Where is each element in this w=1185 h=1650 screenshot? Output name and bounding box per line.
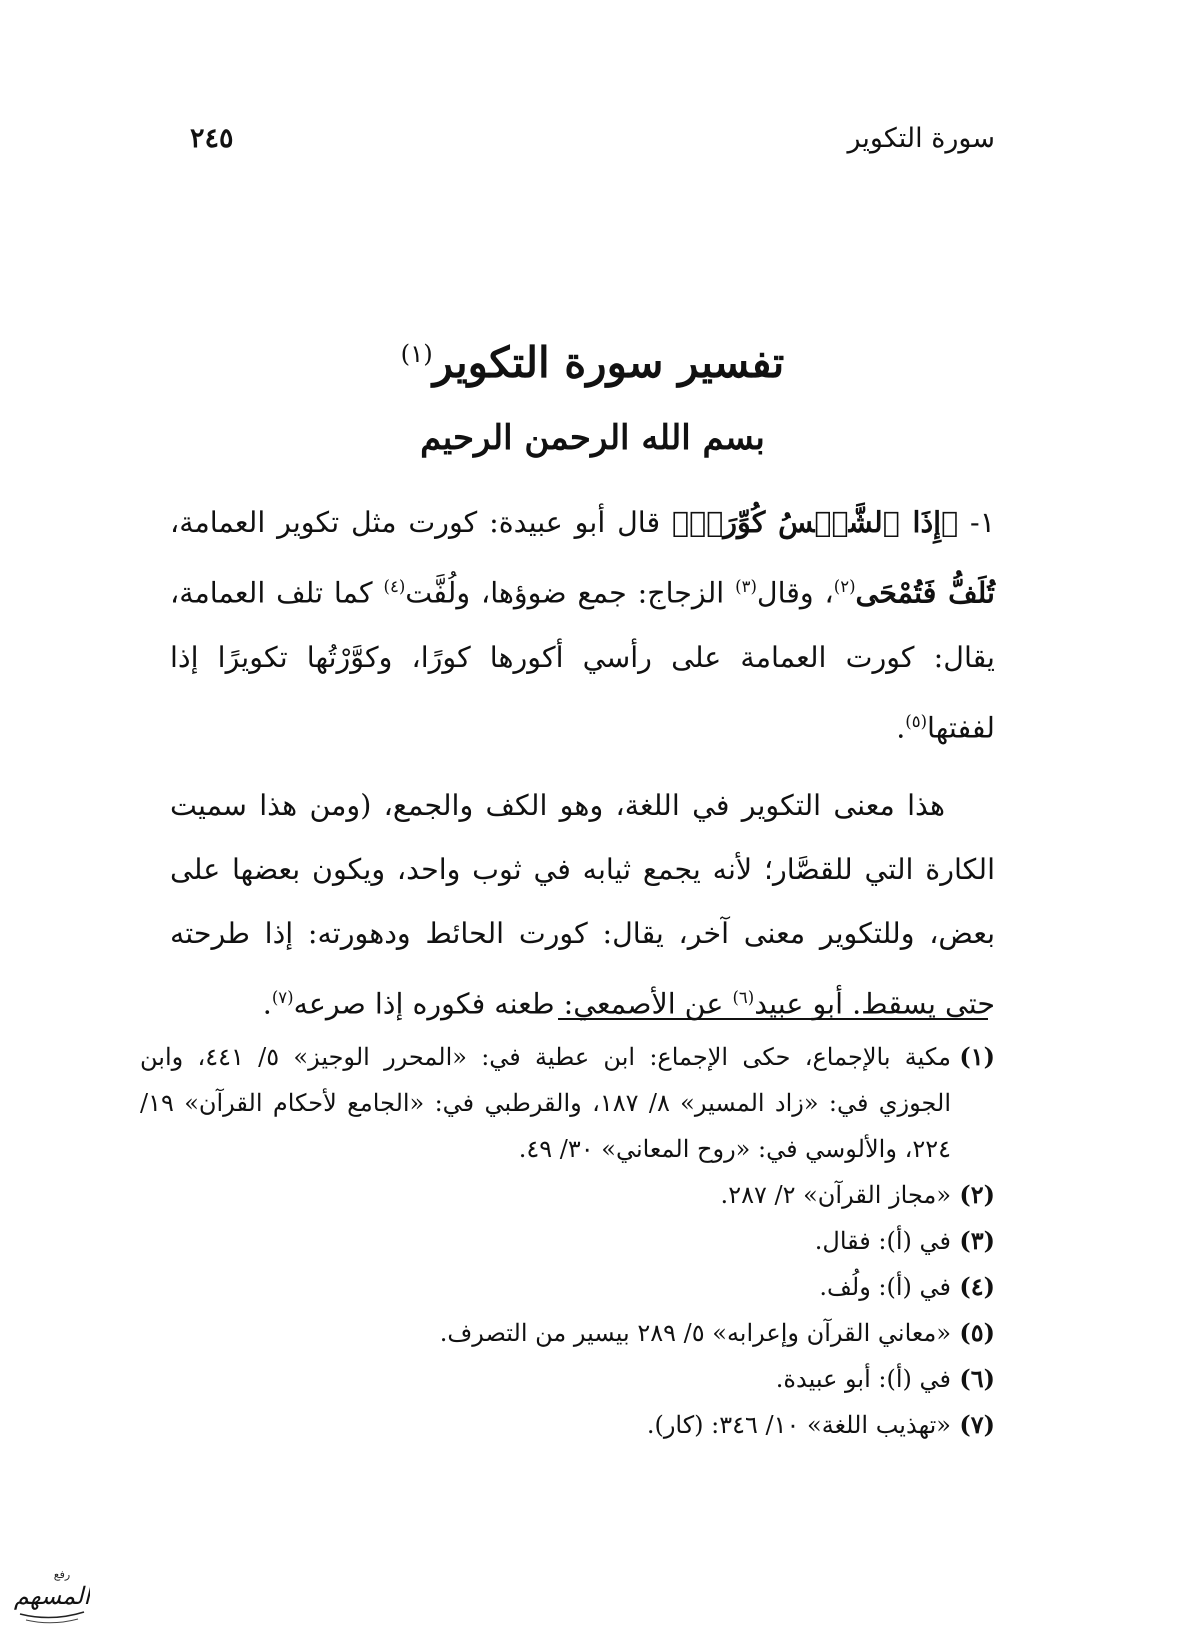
footnote-divider (558, 1018, 988, 1020)
footnote-number: (٣) (959, 1226, 995, 1255)
footnote-number: (٦) (959, 1364, 995, 1393)
footnote-ref-7: (٧) (271, 988, 294, 1007)
paragraph-number: ١- (958, 506, 995, 539)
text-run: . (896, 711, 906, 744)
text-run: الزجاج: جمع ضوؤها، ولُفَّت (405, 576, 736, 610)
footnote-item (140, 1264, 995, 1310)
text-run: هذا معنى التكوير في اللغة، وهو الكف والجمع، (ومن هذا سميت الكارة التي للقصَّار؛ لأنه يجمع ثيابه في ثوب واحد، ويكون بعضها على بعض، وللتكوير معنى آخر، يقال: كورت الحائط ودهورته: إذا طرحته حتى يسقط. أبو عبيد (170, 789, 995, 1021)
stamp-flourish (26, 1619, 78, 1623)
footnote-item (140, 1218, 995, 1264)
quoted-phrase: تُلَفُّ فَتُمْحَى (855, 575, 995, 610)
text-run: ، وقال (756, 576, 834, 610)
footnote-item (140, 1034, 995, 1172)
footnote-number: (١) (959, 1042, 995, 1071)
stamp-main-text: المسهم (14, 1582, 90, 1610)
footnote-item (140, 1172, 995, 1218)
paragraph-1 (170, 490, 995, 760)
footnote-number: (٤) (959, 1272, 995, 1301)
stamp-flourish (20, 1612, 84, 1618)
running-header (190, 118, 995, 158)
text-run: قال أبو عبيدة: كورت مثل تكوير العمامة، (170, 506, 672, 539)
footnotes (140, 1034, 995, 1448)
footnote-ref-5: (٥) (905, 711, 928, 731)
text-run: عن الأصمعي: طعنه فكوره إذا صرعه (293, 987, 733, 1021)
paragraph-2 (170, 774, 995, 1037)
quran-verse: ﴿إِذَا ٱلشَّمۡسُ كُوِّرَتۡ﴾ (671, 505, 959, 539)
footnote-text: في (أ): أبو عبيدة. (775, 1365, 951, 1393)
footnote-item (140, 1402, 995, 1448)
footnote-text: «معاني القرآن وإعرابه» ٥/ ٢٨٩ بيسير من التصرف. (439, 1319, 951, 1347)
footnote-text: في (أ): فقال. (814, 1227, 951, 1255)
footnote-ref-6: (٦) (732, 988, 755, 1007)
footnote-item (140, 1356, 995, 1402)
footnote-text: مكية بالإجماع، حكى الإجماع: ابن عطية في: «المحرر الوجيز» ٥/ ٤٤١، وابن الجوزي في: «زاد المسير» ٨/ ١٨٧، والقرطبي في: «الجامع لأحكام القرآن» ١٩/ ٢٢٤، والألوسي في: «روح المعاني» ٣٠/ ٤٩. (140, 1043, 952, 1163)
chapter-title-text: تفسير سورة التكوير (432, 338, 785, 387)
footnote-ref-2: (٢) (833, 577, 856, 596)
basmala: بسم الله الرحمن الرحيم (420, 418, 765, 458)
footnote-number: (٥) (959, 1318, 995, 1347)
footnote-number: (٢) (959, 1180, 995, 1209)
footnote-number: (٧) (959, 1410, 995, 1439)
footnote-ref-4: (٤) (383, 577, 406, 596)
text-run: . (262, 987, 272, 1021)
page-number: ٢٤٥ (190, 122, 234, 154)
footnote-item (140, 1310, 995, 1356)
library-stamp-logo (14, 1564, 90, 1628)
footnote-text: «مجاز القرآن» ٢/ ٢٨٧. (720, 1181, 951, 1209)
chapter-title (180, 338, 1005, 387)
footnote-ref-3: (٣) (735, 577, 757, 596)
footnote-text: «تهذيب اللغة» ١٠/ ٣٤٦: (كار). (646, 1411, 951, 1439)
stamp-small-text: رفع (53, 1568, 71, 1581)
footnote-text: في (أ): ولُف. (819, 1273, 951, 1301)
running-header-title: سورة التكوير (847, 122, 995, 154)
body-text (170, 490, 995, 1037)
text-run: كما تلف العمامة، يقال: كورت العمامة على رأسي أكورها كورًا، وكوَّرْتُها تكويرًا إذا لففتها (170, 576, 995, 744)
footnote-ref-1: (١) (400, 339, 433, 368)
